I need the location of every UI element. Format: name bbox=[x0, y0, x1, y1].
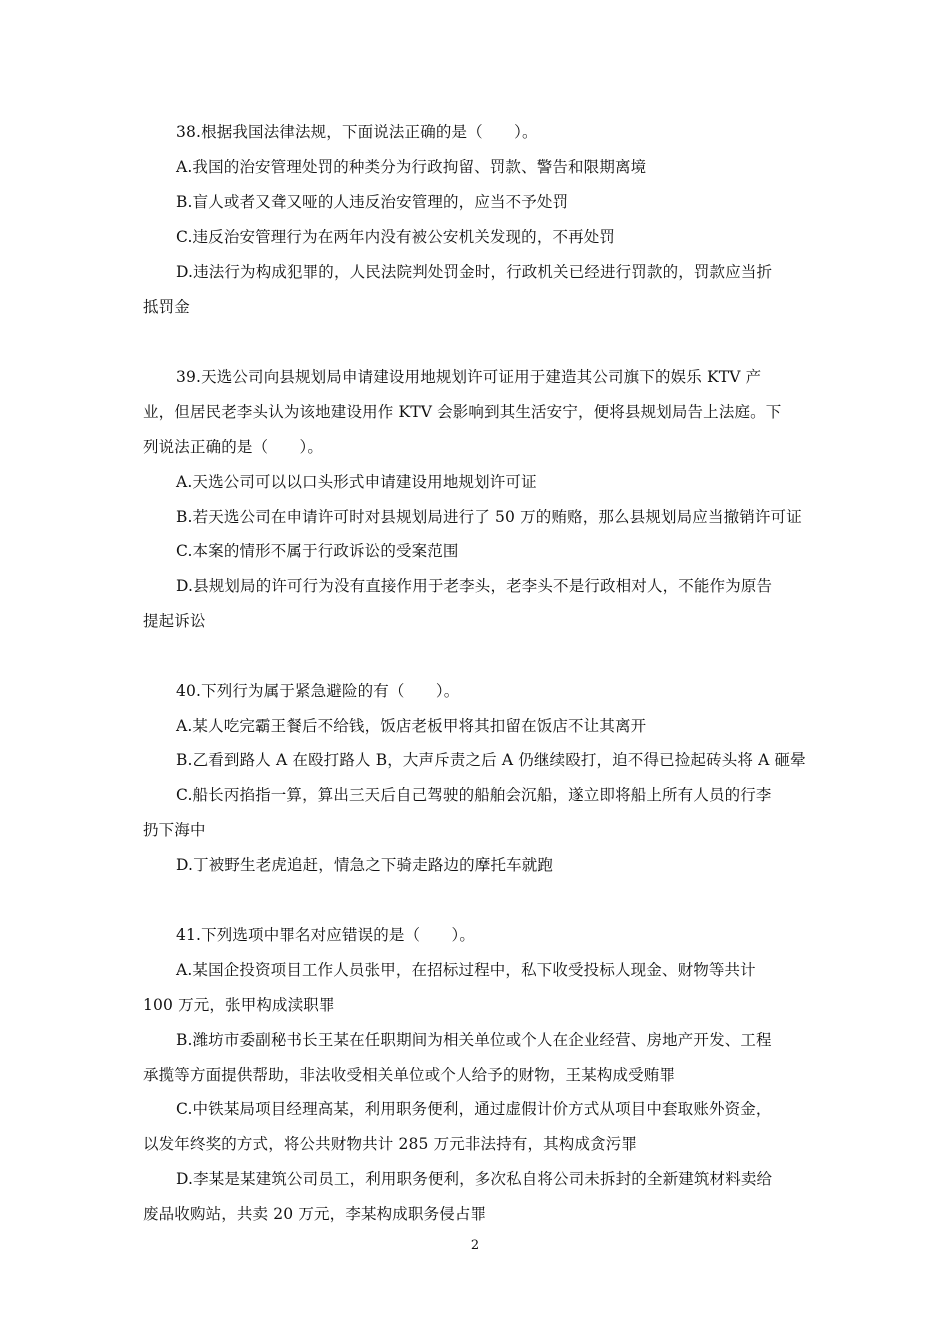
q39-option-c: C.本案的情形不属于行政诉讼的受案范围 bbox=[176, 542, 459, 560]
q39-stem-cont-2: 列说法正确的是（ ）。 bbox=[143, 438, 324, 456]
q38-option-d-cont: 抵罚金 bbox=[143, 298, 190, 316]
q40-option-c: C.船长丙掐指一算，算出三天后自己驾驶的船舶会沉船，遂立即将船上所有人员的行李 bbox=[176, 786, 772, 804]
q40-stem: 40.下列行为属于紧急避险的有（ ）。 bbox=[176, 682, 460, 700]
q41-option-a: A.某国企投资项目工作人员张甲，在招标过程中，私下收受投标人现金、财物等共计 bbox=[176, 961, 756, 979]
q39-stem: 39.天选公司向县规划局申请建设用地规划许可证用于建造其公司旗下的娱乐 KTV 产 bbox=[176, 368, 762, 386]
q40-option-c-cont: 扔下海中 bbox=[143, 821, 206, 839]
q40-option-d: D.丁被野生老虎追赶，情急之下骑走路边的摩托车就跑 bbox=[176, 856, 554, 874]
page-number: 2 bbox=[470, 1238, 480, 1253]
q38-option-c: C.违反治安管理行为在两年内没有被公安机关发现的，不再处罚 bbox=[176, 228, 616, 246]
q40-option-b: B.乙看到路人 A 在殴打路人 B，大声斥责之后 A 仍继续殴打，迫不得已捡起砖头将 A 砸晕 bbox=[176, 751, 806, 769]
q41-option-d-cont: 废品收购站，共卖 20 万元，李某构成职务侵占罪 bbox=[143, 1205, 487, 1223]
q41-option-b: B.潍坊市委副秘书长王某在任职期间为相关单位或个人在企业经营、房地产开发、工程 bbox=[176, 1031, 772, 1049]
q41-option-d: D.李某是某建筑公司员工，利用职务便利，多次私自将公司未拆封的全新建筑材料卖给 bbox=[176, 1170, 773, 1188]
q39-option-a: A.天选公司可以以口头形式申请建设用地规划许可证 bbox=[176, 473, 537, 491]
q39-option-d-cont: 提起诉讼 bbox=[143, 612, 206, 630]
q39-stem-cont-1: 业，但居民老李头认为该地建设用作 KTV 会影响到其生活安宁，便将县规划局告上法庭。下 bbox=[143, 403, 782, 421]
q38-stem: 38.根据我国法律法规，下面说法正确的是（ ）。 bbox=[176, 123, 538, 141]
q38-option-a: A.我国的治安管理处罚的种类分为行政拘留、罚款、警告和限期离境 bbox=[176, 158, 647, 176]
q40-option-a: A.某人吃完霸王餐后不给钱，饭店老板甲将其扣留在饭店不让其离开 bbox=[176, 717, 647, 735]
q38-option-b: B.盲人或者又聋又哑的人违反治安管理的，应当不予处罚 bbox=[176, 193, 569, 211]
q39-option-b: B.若天选公司在申请许可时对县规划局进行了 50 万的贿赂，那么县规划局应当撤销许可证 bbox=[176, 508, 802, 526]
q38-option-d: D.违法行为构成犯罪的，人民法院判处罚金时，行政机关已经进行罚款的，罚款应当折 bbox=[176, 263, 773, 281]
q39-option-d: D.县规划局的许可行为没有直接作用于老李头，老李头不是行政相对人，不能作为原告 bbox=[176, 577, 773, 595]
q41-option-c: C.中铁某局项目经理高某，利用职务便利，通过虚假计价方式从项目中套取账外资金， bbox=[176, 1100, 772, 1118]
q41-option-c-cont: 以发年终奖的方式，将公共财物共计 285 万元非法持有，其构成贪污罪 bbox=[143, 1135, 638, 1153]
q41-option-a-cont: 100 万元，张甲构成渎职罪 bbox=[143, 996, 335, 1014]
q41-stem: 41.下列选项中罪名对应错误的是（ ）。 bbox=[176, 926, 476, 944]
q41-option-b-cont: 承揽等方面提供帮助，非法收受相关单位或个人给予的财物，王某构成受贿罪 bbox=[143, 1066, 676, 1084]
